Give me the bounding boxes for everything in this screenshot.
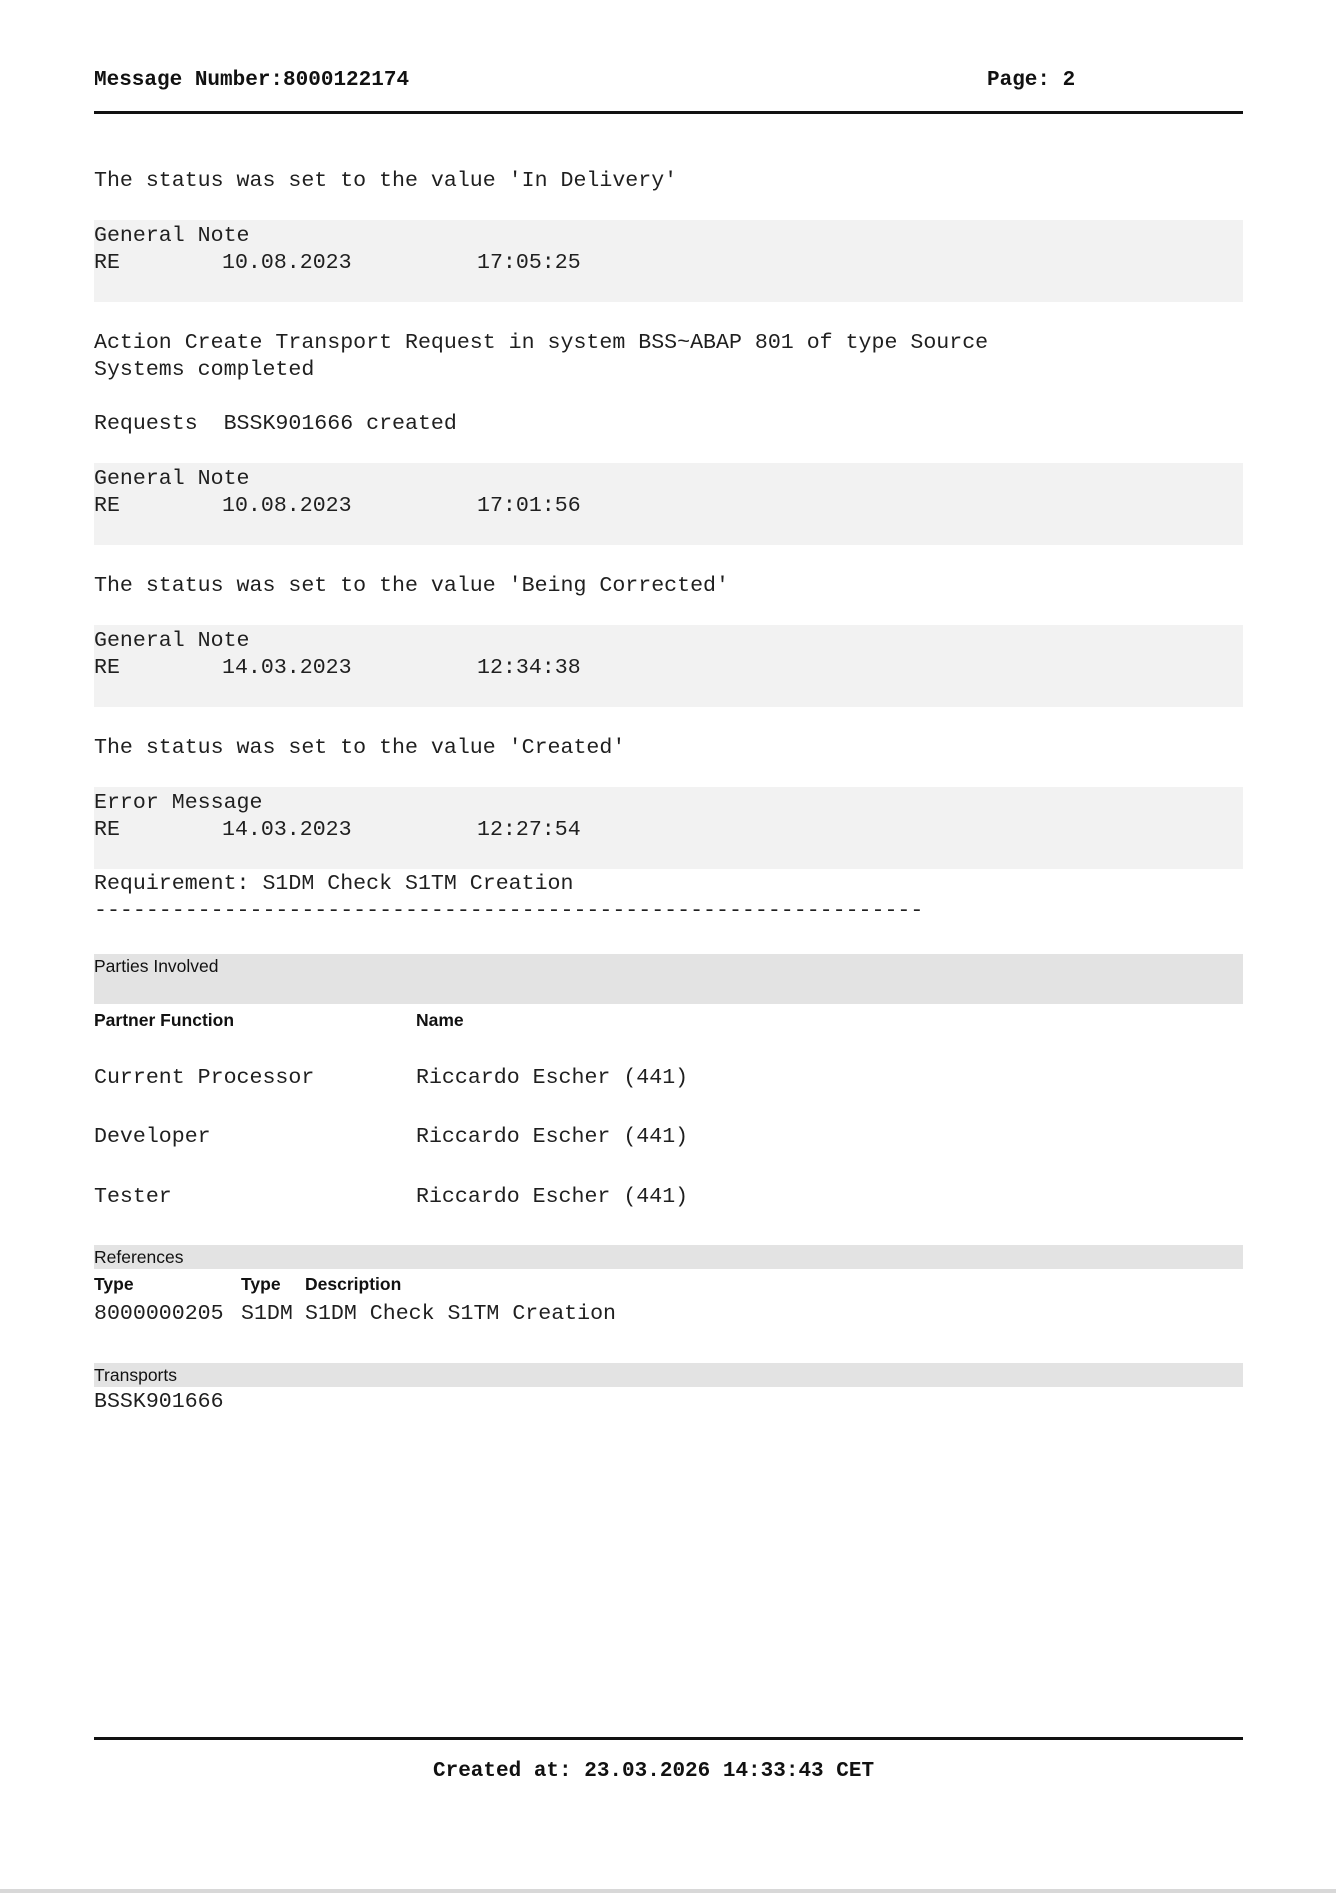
col-description: Description [305,1274,402,1294]
note-user: RE [94,251,120,275]
partner-function: Tester [94,1185,172,1209]
error-date: 14.03.2023 [222,818,352,842]
error-user: RE [94,818,120,842]
note-title: General Note [94,224,250,248]
partner-function: Developer [94,1125,211,1149]
partner-name: Riccardo Escher (441) [416,1066,689,1090]
col-type: Type [94,1274,134,1294]
reference-description: S1DM Check S1TM Creation [305,1302,617,1326]
note-date: 10.08.2023 [222,251,352,275]
partner-name: Riccardo Escher (441) [416,1125,689,1149]
note-title: General Note [94,467,250,491]
note-user: RE [94,656,120,680]
transports-section-bar [94,1363,1243,1387]
references-section-bar [94,1245,1243,1269]
note-title: General Note [94,629,250,653]
partner-name: Riccardo Escher (441) [416,1185,689,1209]
note-date: 14.03.2023 [222,656,352,680]
status-created: The status was set to the value 'Created' [94,736,626,760]
footer-divider [94,1737,1243,1740]
message-number: Message Number:8000122174 [94,69,410,92]
page-bottom-edge [0,1889,1336,1893]
created-at: Created at: 23.03.2026 14:33:43 CET [433,1760,875,1783]
note-time: 12:34:38 [477,656,581,680]
partner-function: Current Processor [94,1066,315,1090]
parties-title: Parties Involved [94,956,219,976]
error-title: Error Message [94,791,263,815]
action-text-line1: Action Create Transport Request in system BSS~ABAP 801 of type Source [94,331,989,355]
col-name: Name [416,1010,464,1030]
note-user: RE [94,494,120,518]
note-time: 17:05:25 [477,251,581,275]
col-partner-function: Partner Function [94,1010,235,1030]
references-title: References [94,1247,184,1267]
separator-line: ---------------------------------------------------------------- [94,899,924,923]
parties-section-bar [94,954,1243,1004]
header-divider [94,111,1243,114]
page-number: Page: 2 [987,69,1076,92]
action-text-line2: Systems completed [94,358,315,382]
transport-request: BSSK901666 [94,1390,224,1414]
col-type: Type [241,1274,281,1294]
reference-type: S1DM [241,1302,293,1326]
transports-title: Transports [94,1365,177,1385]
status-in-delivery: The status was set to the value 'In Delivery' [94,169,678,193]
error-time: 12:27:54 [477,818,581,842]
requests-created: Requests BSSK901666 created [94,412,457,436]
requirement-text: Requirement: S1DM Check S1TM Creation [94,872,574,896]
note-date: 10.08.2023 [222,494,352,518]
reference-number: 8000000205 [94,1302,224,1326]
note-time: 17:01:56 [477,494,581,518]
status-being-corrected: The status was set to the value 'Being Corrected' [94,574,729,598]
